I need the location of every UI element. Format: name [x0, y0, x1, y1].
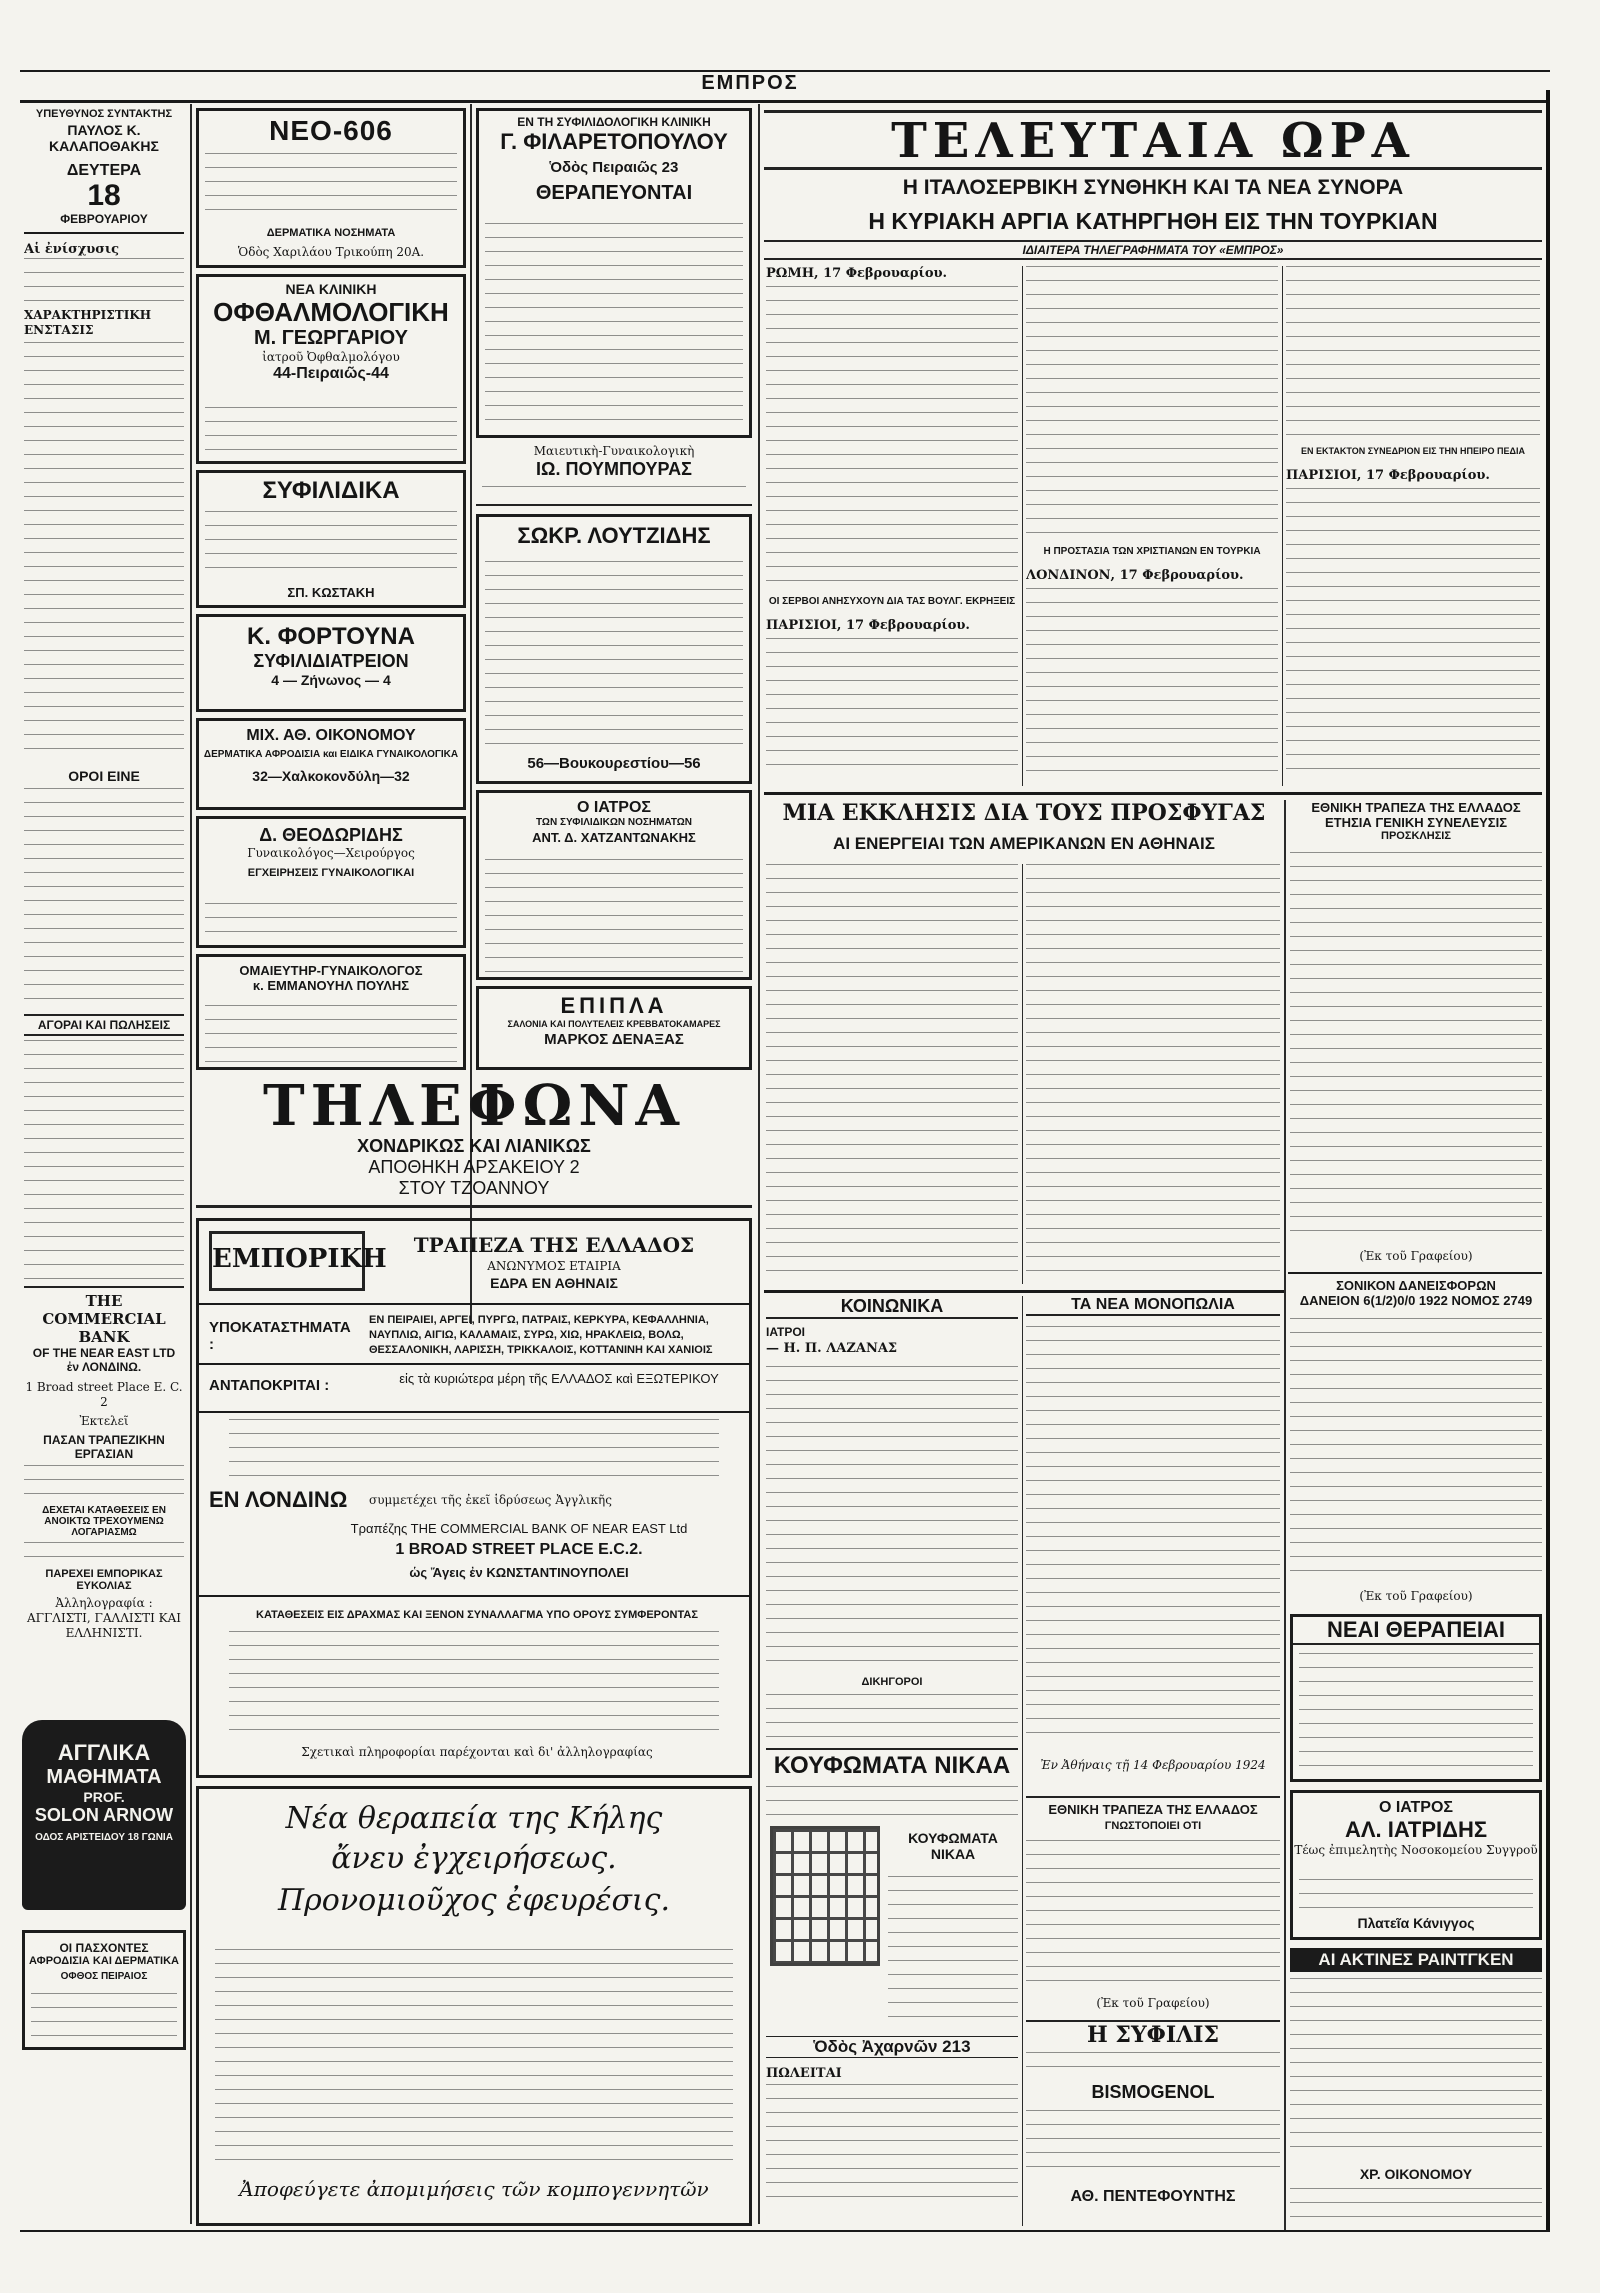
nb-title: ΕΘΝΙΚΗ ΤΡΑΠΕΖΑ ΤΗΣ ΕΛΛΑΔΟΣ [1311, 800, 1521, 815]
iatridis-address: Πλατεῖα Κάνιγγος [1357, 1915, 1475, 1931]
chatzantonakis-ad [476, 790, 752, 980]
phones-sub3: ΣΤΟΥ ΤΖΟΑΝΝΟΥ [398, 1178, 550, 1198]
patients-ad [22, 1930, 186, 2050]
chatzantonakis-sub: ΤΩΝ ΣΥΦΙΛΙΔΙΚΩΝ ΝΟΣΗΜΑΤΩΝ [536, 817, 692, 828]
branches-text: ΕΝ ΠΕΙΡΑΙΕΙ, ΑΡΓΕΙ, ΠΥΡΓΩ, ΠΑΤΡΑΙΣ, ΚΕΡΚΥΡΑ, ΚΕΦΑΛΛΗΝΙΑ, ΝΑΥΠΛΙΩ, ΑΙΓΙΩ, ΚΑΛΑΜΑΙΣ, ΣΥΡΩ, ΧΙΩ, ΗΡΑΚΛΕΙΩ, ΒΟΛΩ, ΘΕΣΣΑΛΟΝΙΚΗ, ΛΑΡΙΣΣΗ, ΤΡΙΚΚΑΛΟΙΣ, ΚΟΤΤΑΝΙΝΗ ΚΑΙ ΧΑΝΙΟΙΣ [369, 1314, 713, 1356]
for-sale-label: ΠΩΛΕΙΤΑΙ [766, 2066, 842, 2081]
dateline-london: ΛΟΝΔΙΝΟΝ, 17 Φεβρουαρίου. [1026, 568, 1244, 583]
hernia-line1: Νέα θεραπεία της Κήλης [285, 1801, 663, 1836]
clinic-title: ΟΦΘΑΛΜΟΛΟΓΙΚΗ [213, 297, 449, 327]
poumpouras-name: ΙΩ. ΠΟΥΜΠΟΥΡΑΣ [536, 459, 692, 479]
bank-executes: Ἐκτελεῖ [79, 1414, 129, 1428]
fortuna-ad [196, 614, 466, 712]
neo-sub: ΔΕΡΜΑΤΙΚΑ ΝΟΣΗΜΑΤΑ [266, 227, 396, 239]
hernia-line2: ἄνευ ἐγχειρήσεως. [331, 1841, 617, 1876]
syphilis-seller: ΑΘ. ΠΕΝΤΕΦΟΥΝΤΗΣ [1070, 2188, 1236, 2205]
refugees-col-2 [1026, 864, 1280, 1284]
bank-name-2: OF THE NEAR EAST LTD [32, 1346, 176, 1360]
clinic-role: ἰατροῦ Ὀφθαλμολόγου [262, 350, 400, 364]
syph-title: ΣΥΦΙΛΙΔΙΚΑ [262, 477, 400, 504]
nb-source: (Ἐκ τοῦ Γραφείου) [1359, 1249, 1473, 1263]
poumpouras-ad [476, 444, 752, 506]
loan-source: (Ἐκ τοῦ Γραφείου) [1359, 1589, 1473, 1603]
windows-ad-title: ΚΟΥΦΩΜΑΤΑ ΝΙΚΑΑ [766, 1748, 1018, 1780]
nbank-notice-sub: ΓΝΩΣΤΟΠΟΙΕΙ ΟΤΙ [1104, 1820, 1202, 1832]
bank-name-1: ΤΗΕ COMMERCIAL BANK [42, 1292, 166, 1346]
patients-doctor: ΟΦΘΟΣ ΠΕΙΡΑΙΟΣ [60, 1971, 148, 1982]
bank-banking: ΠΑΣΑΝ ΤΡΑΠΕΖΙΚΗΝ ΕΡΓΑΣΙΑΝ [43, 1433, 165, 1461]
front-col-3 [1286, 266, 1540, 786]
phones-title: ΤΗΛΕΦΩΝΑ [263, 1076, 685, 1139]
nb-sub: ΕΤΗΣΙΑ ΓΕΝΙΚΗ ΣΥΝΕΛΕΥΣΙΣ [1324, 815, 1508, 830]
poumpouras-specialty: Μαιευτικὴ-Γυναικολογικὴ [533, 444, 695, 458]
xray-doctor: ΧΡ. ΟΙΚΟΝΟΜΟΥ [1359, 2166, 1473, 2182]
lead-word: Αἱ ἐνίσχυσις [24, 242, 120, 257]
head-italoserbian: Η ΙΤΑΛΟΣΕΡΒΙΚΗ ΣΥΝΘΗΚΗ ΚΑΙ ΤΑ ΝΕΑ ΣΥΝΟΡΑ [902, 176, 1404, 199]
sub-christians: Η ΠΡΟΣΤΑΣΙΑ ΤΩΝ ΧΡΙΣΤΙΑΝΩΝ ΕΝ ΤΟΥΡΚΙΑ [1043, 546, 1261, 557]
patients-line: ΑΦΡΟΔΙΣΙΑ ΚΑΙ ΔΕΡΜΑΤΙΚΑ [29, 1955, 179, 1967]
filaretopoulos-doctor: Γ. ΦΙΛΑΡΕΤΟΠΟΥΛΟΥ [500, 129, 728, 154]
day-number: 18 [87, 179, 121, 212]
chatzantonakis-label: Ο ΙΑΤΡΟΣ [576, 799, 652, 816]
neo-address: Ὁδὸς Χαριλάου Τρικούπη 20Α. [237, 245, 425, 259]
dateline-paris: ΠΑΡΙΣΙΟΙ, 17 Φεβρουαρίου. [766, 618, 970, 633]
nbank-notice-source: (Ἐκ τοῦ Γραφείου) [1096, 1996, 1210, 2010]
emporiki-footer: Σχετικαὶ πληροφορίαι παρέχονται καὶ δι' ἀλληλογραφίας [301, 1745, 653, 1759]
editor-label: ΥΠΕΥΘΥΝΟΣ ΣΥΝΤΑΚΤΗΣ [35, 108, 173, 120]
editor-name: ΠΑΥΛΟΣ Κ. ΚΑΛΑΠΟΘΑΚΗΣ [49, 122, 159, 154]
hernia-ad [196, 1786, 752, 2226]
front-col-2 [1026, 266, 1278, 786]
london-constantinople: ὡς Ἄγεις ἐν ΚΩΝΣΤΑΝΤΙΝΟΥΠΟΛΕΙ [409, 1565, 629, 1580]
iatridis-label: Ο ΙΑΤΡΟΣ [1378, 1799, 1454, 1816]
oikonomou-address: 32—Χαλκοκονδύλη—32 [252, 768, 410, 784]
oroi-heading: ΟΡΟΙ ΕΙΝΕ [68, 768, 140, 784]
london-text: συμμετέχει τῆς ἐκεῖ ἱδρύσεως Ἀγγλικῆς [369, 1493, 612, 1507]
nb-invitation: ΠΡΟΣΚΛΗΣΙΣ [1381, 830, 1451, 842]
loan-title: ΣΟΝΙΚΟΝ ΔΑΝΕΙΣΦΟΡΩΝ [1336, 1278, 1496, 1293]
front-col-1 [766, 266, 1018, 786]
bank-deposits: ΔΕΧΕΤΑΙ ΚΑΤΑΘΕΣΕΙΣ ΕΝ ΑΝΟΙΚΤΩ ΤΡΕΧΟΥΜΕΝΩ ΛΟΓΑΡΙΑΣΜΩ [42, 1505, 166, 1538]
month: ΦΕΒΡΟΥΑΡΙΟΥ [60, 212, 148, 226]
maieutir-name: κ. ΕΜΜΑΝΟΥΗΛ ΠΟΥΛΗΣ [252, 978, 410, 993]
head-turkey-sunday: Η ΚΥΡΙΑΚΗ ΑΡΓΙΑ ΚΑΤΗΡΓΗΘΗ ΕΙΣ ΤΗΝ ΤΟΥΡΚΙΑΝ [868, 208, 1438, 234]
fortuna-address: 4 — Ζήνωνος — 4 [271, 672, 391, 688]
fortuna-name: Κ. ΦΟΡΤΟΥΝΑ [247, 623, 415, 650]
bismogenol: BISMOGENOL [1091, 2082, 1215, 2102]
theodoridis-ad [196, 816, 466, 948]
left-column [24, 108, 184, 2228]
koinonika-column [766, 1296, 1018, 2226]
doctors-heading: ΙΑΤΡΟΙ [766, 1325, 806, 1339]
maieutir-ad [196, 954, 466, 1070]
telegrams-strip [764, 240, 1542, 260]
english-ad-address: ΟΔΟΣ ΑΡΙΣΤΕΙΔΟΥ 18 ΓΩΝΙΑ [35, 1832, 173, 1843]
refugees-col-1 [766, 864, 1018, 1284]
correspondents-text: εἰς τὰ κυριώτερα μέρη τῆς ΕΛΛΑΔΟΣ καὶ ΕΞΩΤΕΡΙΚΟΥ [399, 1371, 719, 1386]
theodoridis-surgery: ΕΓΧΕΙΡΗΣΕΙΣ ΓΥΝΑΙΚΟΛΟΓΙΚΑΙ [247, 867, 415, 879]
neo-title: ΝΕΟ-606 [269, 115, 393, 146]
english-ad-name: SOLON ARNOW [34, 1805, 174, 1825]
neo-606-ad [196, 108, 466, 268]
windows-sign: ΚΟΥΦΩΜΑΤΑ ΝΙΚΑΑ [908, 1830, 998, 1862]
chatzantonakis-name: ΑΝΤ. Δ. ΧΑΤΖΑΝΤΩΝΑΚΗΣ [532, 830, 696, 845]
filaretopoulos-header: ΕΝ ΤΗ ΣΥΦΙΛΙΔΟΛΟΓΙΚΗ ΚΛΙΝΙΚΗ [517, 115, 711, 129]
clinic-label: ΝΕΑ ΚΛΙΝΙΚΗ [285, 281, 377, 297]
bank-address: 1 Broad street Place E. C. 2 [25, 1380, 183, 1409]
telegrams-heading: ΙΔΙΑΙΤΕΡΑ ΤΗΛΕΓΡΑΦΗΜΑΤΑ ΤΟΥ «ΕΜΠΡΟΣ» [1022, 243, 1284, 257]
branches-label: ΥΠΟΚΑΤΑΣΤΗΜΑΤΑ : [209, 1319, 351, 1353]
theodoridis-name: Δ. ΘΕΟΔΩΡΙΔΗΣ [259, 825, 403, 845]
emporiki-bank-title: ΤΡΑΠΕΖΑ ΤΗΣ ΕΛΛΑΔΟΣ [413, 1233, 695, 1257]
phones-sub2: ΑΠΟΘΗΚΗ ΑΡΣΑΚΕΙΟΥ 2 [368, 1157, 580, 1177]
clinic-doctor: Μ. ΓΕΩΡΓΑΡΙΟΥ [253, 327, 409, 349]
loan-notice [1290, 1278, 1542, 1608]
hernia-warning: Ἀποφεύγετε ἀπομιμήσεις τῶν κομπογεννητῶν [239, 2177, 709, 2201]
emporiki-bank-ad [196, 1218, 752, 1778]
sub-serbs: ΟΙ ΣΕΡΒΟΙ ΑΝΗΣΥΧΟΥΝ ΔΙΑ ΤΑΣ ΒΟΥΛΓ. ΕΚΡΗΞΕΙΣ [768, 596, 1016, 607]
oikonomou-specialty: ΔΕΡΜΑΤΙΚΑ ΑΦΡΟΔΙΣΙΑ και ΕΙΔΙΚΑ ΓΥΝΑΙΚΟΛΟΓΙΚΑ [203, 749, 459, 760]
patients-heading: ΟΙ ΠΑΣΧΟΝΤΕΣ [59, 1941, 149, 1955]
weekday: ΔΕΥΤΕΡΑ [66, 162, 142, 179]
masthead-title: ΕΜΠΡΟΣ [701, 72, 799, 94]
emporiki-logo-box [209, 1231, 387, 1291]
national-bank-assembly [1290, 800, 1542, 1270]
syphilis-notice-title: Η ΣΥΦΙΛΙΣ [1026, 2020, 1280, 2048]
sales-heading: ΑΓΟΡΑΙ ΚΑΙ ΠΩΛΗΣΕΙΣ [24, 1014, 184, 1036]
new-therapies-ad [1290, 1614, 1542, 1782]
refugees-head-2: ΑΙ ΕΝΕΡΓΕΙΑΙ ΤΩΝ ΑΜΕΡΙΚΑΝΩΝ ΕΝ ΑΘΗΝΑΙΣ [833, 834, 1215, 853]
refugees-head-1: ΜΙΑ ΕΚΚΛΗΣΙΣ ΔΙΑ ΤΟΥΣ ΠΡΟΣΦΥΓΑΣ [782, 800, 1266, 826]
oikonomou-name: ΜΙΧ. ΑΘ. ΟΙΚΟΝΟΜΟΥ [246, 727, 416, 744]
koinonika-title: ΚΟΙΝΩΝΙΚΑ [766, 1296, 1018, 1319]
loutzidis-address: 56—Βουκουρεστίου—56 [527, 755, 701, 772]
doctor-lazanas: — Η. Π. ΛΑΖΑΝΑΣ [766, 1341, 898, 1356]
emporiki-bank-seat: ΕΔΡΑ ΕΝ ΑΘΗΝΑΙΣ [490, 1275, 618, 1291]
english-lessons-ad [22, 1720, 186, 1910]
sub-elections: ΕΝ ΕΚΤΑΚΤΟΝ ΣΥΝΕΔΡΙΟΝ ΕΙΣ ΤΗΝ ΗΠΕΙΡΟ ΠΕΔΙΑ [1301, 446, 1525, 456]
last-hour-title: ΤΕΛΕΥΤΑΙΑ ΩΡΑ [891, 113, 1415, 169]
furniture-sub: ΣΑΛΟΝΙΑ ΚΑΙ ΠΟΛΥΤΕΛΕΙΣ ΚΡΕΒΒΑΤΟΚΑΜΑΡΕΣ [507, 1019, 721, 1029]
syph-doctor: ΣΠ. ΚΩΣΤΑΚΗ [287, 585, 375, 600]
syphilis-ad [196, 470, 466, 608]
nbank-notice-title: ΕΘΝΙΚΗ ΤΡΑΠΕΖΑ ΤΗΣ ΕΛΛΑΔΟΣ [1026, 1796, 1280, 1817]
section-phrase: ΧΑΡΑΚΤΗΡΙΣΤΙΚΗ ΕΝΣΤΑΣΙΣ [24, 308, 152, 337]
filaretopoulos-cure: ΘΕΡΑΠΕΥΟΝΤΑΙ [535, 182, 693, 204]
correspondents-label: ΑΝΤΑΠΟΚΡΙΤΑΙ : [209, 1377, 330, 1394]
bank-facilities: ΠΑΡΕΧΕΙ ΕΜΠΟΡΙΚΑΣ ΕΥΚΟΛΙΑΣ [45, 1568, 163, 1592]
fortuna-clinic: ΣΥΦΙΛΙΔΙΑΤΡΕΙΟΝ [253, 651, 409, 671]
furniture-title: ΕΠΙΠΛΑ [560, 993, 668, 1018]
phones-ad [196, 1076, 752, 1208]
hernia-line3: Προνομιοῦχος ἐφευρέσις. [277, 1883, 671, 1918]
london-label: ΕΝ ΛΟΝΔΙΝΩ [209, 1487, 348, 1512]
windows-address: Ὁδὸς Ἀχαρνῶν 213 [766, 2036, 1018, 2058]
clinic-address: 44-Πειραιῶς-44 [273, 365, 389, 382]
theodoridis-role: Γυναικολόγος—Χειρούργος [247, 846, 415, 860]
loutzidis-ad [476, 514, 752, 784]
loutzidis-name: ΣΩΚΡ. ΛΟΥΤΖΙΔΗΣ [517, 523, 711, 548]
window-frame-illustration [770, 1826, 880, 1966]
emporiki-logo: ΕΜΠΟΡΙΚΗ [212, 1244, 387, 1274]
iatridis-ad [1290, 1790, 1542, 1940]
loan-sub: ΔΑΝΕΙΟΝ 6(1/2)0/0 1922 ΝΟΜΟΣ 2749 [1299, 1293, 1533, 1308]
english-ad-title: ΑΓΓΛΙΚΑ [57, 1740, 151, 1765]
maieutir-title: ΟΜΑΙΕΥΤΗΡ-ΓΥΝΑΙΚΟΛΟΓΟΣ [239, 963, 423, 978]
filaretopoulos-address: Ὁδὸς Πειραιῶς 23 [549, 159, 679, 176]
iatridis-name: ΑΛ. ΙΑΤΡΙΔΗΣ [1344, 1817, 1488, 1842]
new-therapies-title: ΝΕΑΙ ΘΕΡΑΠΕΙΑΙ [1293, 1617, 1539, 1645]
english-ad-lessons: ΜΑΘΗΜΑΤΑ [46, 1766, 162, 1788]
oikonomou-ad [196, 718, 466, 810]
eye-clinic-ad [196, 274, 466, 464]
phones-sub1: ΧΟΝΔΡΙΚΩΣ ΚΑΙ ΛΙΑΝΙΚΩΣ [357, 1136, 591, 1156]
dateline-rome: ΡΩΜΗ, 17 Φεβρουαρίου. [766, 266, 948, 281]
london-bank: Τραπέζης ΤΗΕ COMMERCIAL BANK OF NEAR EAST Ltd [350, 1521, 688, 1536]
monopolies-date: Ἐν Ἀθήναις τῇ 14 Φεβρουαρίου 1924 [1040, 1758, 1266, 1772]
last-hour-banner [764, 110, 1542, 170]
furniture-name: ΜΑΡΚΟΣ ΔΕΝΑΞΑΣ [544, 1031, 684, 1048]
iatridis-sub: Τέως ἐπιμελητὴς Νοσοκομείου Συγγροῦ [1294, 1843, 1538, 1857]
xray-title: ΑΙ ΑΚΤΙΝΕΣ ΡΑΙΝΤΓΚΕΝ [1290, 1948, 1542, 1972]
english-ad-prof: PROF. [83, 1789, 125, 1805]
monopolies-column [1026, 1296, 1280, 2226]
monopolies-title: ΤΑ ΝΕΑ ΜΟΝΟΠΩΛΙΑ [1026, 1296, 1280, 1316]
london-address: 1 BROAD STREET PLACE E.C.2. [395, 1541, 643, 1558]
xray-ad [1290, 1948, 1542, 2228]
bank-correspondence: Ἀλληλογραφία : ΑΓΓΛΙΣΤΙ, ΓΑΛΛΙΣΤΙ ΚΑΙ ΕΛΛΗΝΙΣΤΙ. [26, 1596, 182, 1640]
filaretopoulos-ad [476, 108, 752, 438]
deposits-line: ΚΑΤΑΘΕΣΕΙΣ ΕΙΣ ΔΡΑΧΜΑΣ ΚΑΙ ΞΕΝΟΝ ΣΥΝΑΛΛΑΓΜΑ ΥΠΟ ΟΡΟΥΣ ΣΥΜΦΕΡΟΝΤΑΣ [256, 1609, 698, 1621]
furniture-ad [476, 986, 752, 1070]
dateline-paris-2: ΠΑΡΙΣΙΟΙ, 17 Φεβρουαρίου. [1286, 468, 1490, 483]
emporiki-bank-sub: ΑΝΩΝΥΜΟΣ ΕΤΑΙΡΙΑ [487, 1259, 621, 1273]
lawyers-heading: ΔΙΚΗΓΟΡΟΙ [861, 1676, 923, 1688]
bank-name-3: ἐν ΛΟΝΔΙΝΩ. [66, 1360, 142, 1374]
